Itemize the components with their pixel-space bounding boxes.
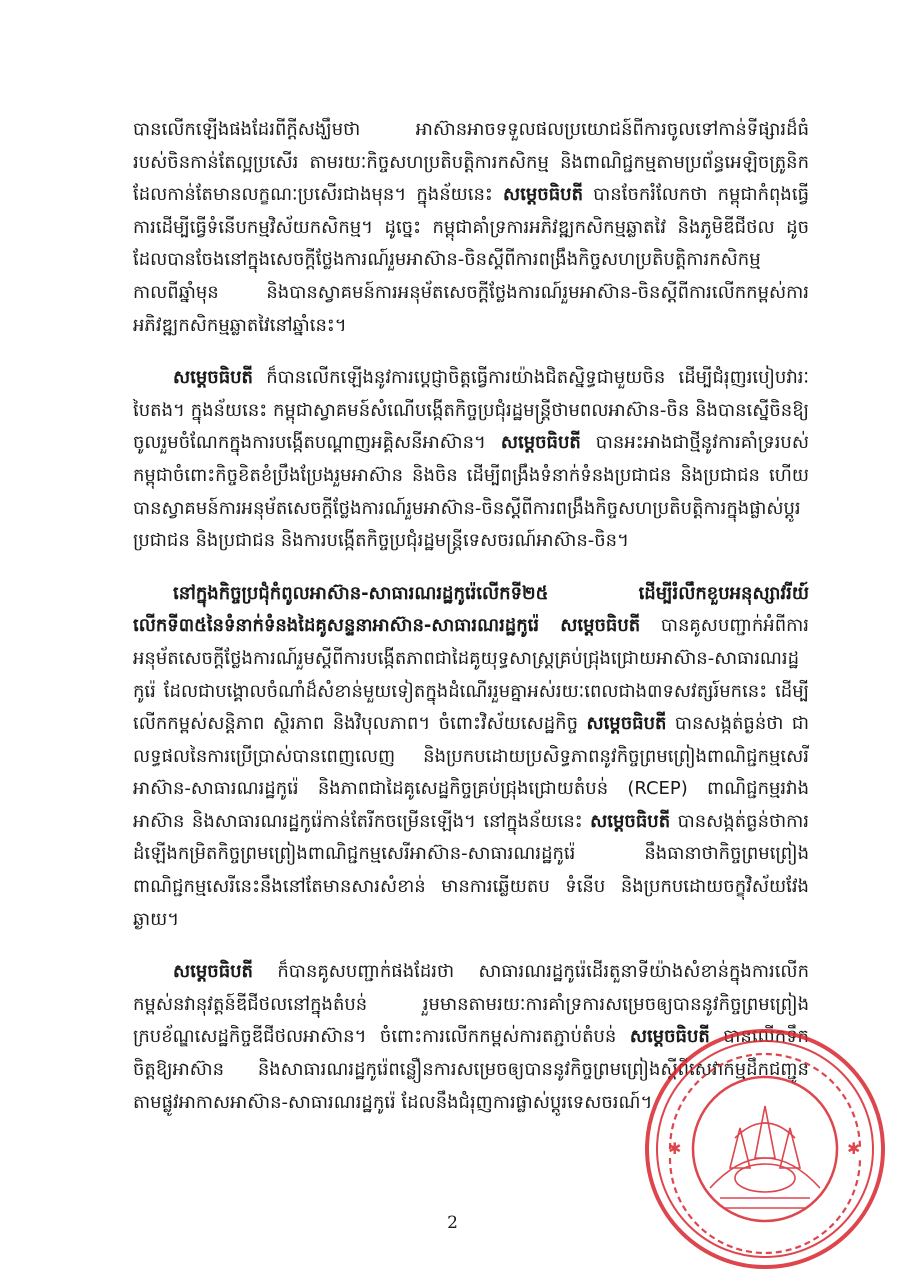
paragraph-text: បានចែករំលែកថា កម្ពុជាកំពុងធ្វើការដើម្បីធ្វើទំនើបកម្មវិស័យកសិកម្ម។ ដូច្នេះ កម្ពុជាគាំទ្រការអភិវឌ្ឍកសិកម្មឆ្លាតវៃ និងភូមិឌីជីថល ដូចដែលបានចែងនៅក្នុងសេចក្តីថ្លែងការណ៍រួមអាស៊ាន-ចិនស្តីពីការពង្រឹងកិច្ចសហប្រតិបត្តិការកសិកម្ម កាលពីឆ្នាំមុន និងបានស្វាគមន៍ការអនុម័តសេចក្តីថ្លែងការណ៍រួមអាស៊ាន-ចិនស្តីពីការលើកកម្ពស់ការអភិវឌ្ឍកសិកម្មឆ្លាតវៃនៅឆ្នាំនេះ។ xyxy=(133,184,809,336)
paragraph-text: ក៏បានគូសបញ្ជាក់ផងដែរថា សាធារណរដ្ឋកូរ៉េដើរតួនាទីយ៉ាងសំខាន់ក្នុងការលើកកម្ពស់នវានុវត្តន៍ឌីជីថលនៅក្នុងតំបន់ រួមមានតាមរយៈការគាំទ្រការសម្រេចឲ្យបាននូវកិច្ចព្រមព្រៀងក្របខ័ណ្ឌសេដ្ឋកិច្ចឌីជីថលអាស៊ាន។ ចំពោះការលើកកម្ពស់ការតភ្ជាប់តំបន់ xyxy=(133,961,809,1048)
svg-text:✱: ✱ xyxy=(847,1139,861,1158)
paragraph-text: ក៏បានលើកឡើងនូវការប្តេជ្ញាចិត្តធ្វើការយ៉ាងជិតស្និទ្ធជាមួយចិន ដើម្បីជំរុញរបៀបវារៈបៃតង។ ក្នុងន័យនេះ កម្ពុជាស្វាគមន៍សំណើបង្កើតកិច្ចប្រជុំរដ្ឋមន្ត្រីថាមពលអាស៊ាន-ចិន និងបានស្នើចិនឱ្យចូលរួមចំណែកក្នុងការបង្កើតបណ្តាញអគ្គិសនីអាស៊ាន។ xyxy=(133,367,809,454)
paragraph-text: បានលើកឡើងផងដែរពីក្តីសង្ឃឹមថា អាស៊ានអាចទទួលផលប្រយោជន៍ពីការចូលទៅកាន់ទីផ្សារដ៏ធំរបស់ចិនកាន់តែល្អប្រសើរ តាមរយៈកិច្ចសហប្រតិបត្តិការកសិកម្ម និងពាណិជ្ជកម្មតាមប្រព័ន្ធអេឡិចត្រូនិកដែលកាន់តែមានលក្ខណៈប្រសើរជាងមុន។ ក្នុងន័យនេះ xyxy=(133,119,809,206)
paragraph-1 xyxy=(133,114,809,342)
paragraph-text: បានគូសបញ្ជាក់អំពីការអនុម័តសេចក្តីថ្លែងការណ៍រួមស្តីពីការបង្កើតភាពជាដៃគូយុទ្ធសាស្ត្រគ្រប់ជ្រុងជ្រោយអាស៊ាន-សាធារណរដ្ឋកូរ៉េ ដែលជាបង្គោលចំណាំដ៏សំខាន់មួយទៀតក្នុងដំណើររួមគ្នាអស់រយៈពេលជាង៣ទសវត្សរ៍មកនេះ ដើម្បីលើកកម្ពស់សន្តិភាព ស្ថិរភាព និងវិបុលភាព។ ចំពោះវិស័យសេដ្ឋកិច្ច xyxy=(133,615,809,735)
paragraph-2 xyxy=(133,362,809,558)
bold-title-text: សម្តេចធិបតី xyxy=(590,810,671,832)
bold-title-text: សម្តេចធិបតី xyxy=(586,713,667,735)
paragraph-3 xyxy=(133,578,809,937)
paragraph-text: បានសង្កត់ធ្ងន់ថាការដំឡើងកម្រិតកិច្ចព្រមព្រៀងពាណិជ្ជកម្មសេរីអាស៊ាន-សាធារណរដ្ឋកូរ៉េ នឹងធានាថាកិច្ចព្រមព្រៀងពាណិជ្ជកម្មសេរីនេះនឹងនៅតែមានសារសំខាន់ មានការឆ្លើយតប ទំនើប និងប្រកបដោយចក្ខុវិស័យវែងឆ្ងាយ។ xyxy=(133,810,809,930)
bold-heading-text: នៅក្នុងកិច្ចប្រជុំកំពូលអាស៊ាន-សាធារណរដ្ឋកូរ៉េលើកទី២៥ ដើម្បីរំលឹកខួបអនុស្សាវរីយ៍លើកទី៣៥នៃទំនាក់ទំនងដៃគូសន្ទនាអាស៊ាន-សាធារណរដ្ឋកូរ៉េ សម្តេចធិបតី xyxy=(133,582,809,637)
bold-title-text: សម្តេចធិបតី xyxy=(173,961,253,983)
page-number: 2 xyxy=(447,1213,458,1233)
bold-title-text: សម្តេចធិបតី xyxy=(629,1026,710,1048)
bold-title-text: សម្តេចធិបតី xyxy=(503,184,583,206)
document-body xyxy=(133,114,809,1139)
paragraph-text: បានអះអាងជាថ្មីនូវការគាំទ្ររបស់កម្ពុជាចំពោះកិច្ចខិតខំប្រឹងប្រែងរួមអាស៊ាន និងចិន ដើម្បីពង្រឹងទំនាក់ទំនងប្រជាជន និងប្រជាជន ហើយបានស្វាគមន៍ការអនុម័តសេចក្តីថ្លែងការណ៍រួមអាស៊ាន-ចិនស្តីពីការពង្រឹងកិច្ចសហប្រតិបត្តិការក្នុងផ្លាស់ប្តូរប្រជាជន និងប្រជាជន និងការបង្កើតកិច្ចប្រជុំរដ្ឋមន្ត្រីទេសចរណ៍អាស៊ាន-ចិន។ xyxy=(133,432,809,552)
bold-title-text: សម្តេចធិបតី xyxy=(500,432,581,454)
paragraph-text: បានលើកទឹកចិត្តឱ្យអាស៊ាន និងសាធារណរដ្ឋកូរ៉េពន្លឿនការសម្រេចឲ្យបាននូវកិច្ចព្រមព្រៀងស្តីពីសេវាកម្មដឹកជញ្ជូនតាមផ្លូវអាកាសអាស៊ាន-សាធារណរដ្ឋកូរ៉េ ដែលនឹងជំរុញការផ្លាស់ប្តូរទេសចរណ៍។ xyxy=(133,1026,809,1113)
paragraph-text: បានសង្កត់ធ្ងន់ថា ជាលទ្ធផលនៃការប្រើប្រាស់បានពេញលេញ និងប្រកបដោយប្រសិទ្ធភាពនូវកិច្ចព្រមព្រៀងពាណិជ្ជកម្មសេរីអាស៊ាន-សាធារណរដ្ឋកូរ៉េ និងភាពជាដៃគូសេដ្ឋកិច្ចគ្រប់ជ្រុងជ្រោយតំបន់ (RCEP) ពាណិជ្ជកម្មរវាងអាស៊ាន និងសាធារណរដ្ឋកូរ៉េកាន់តែរីកចម្រើនឡើង។ នៅក្នុងន័យនេះ xyxy=(133,713,809,832)
svg-text:✱: ✱ xyxy=(668,1139,682,1158)
bold-title-text: សម្តេចធិបតី xyxy=(173,367,253,389)
official-seal-stamp xyxy=(640,1018,890,1280)
